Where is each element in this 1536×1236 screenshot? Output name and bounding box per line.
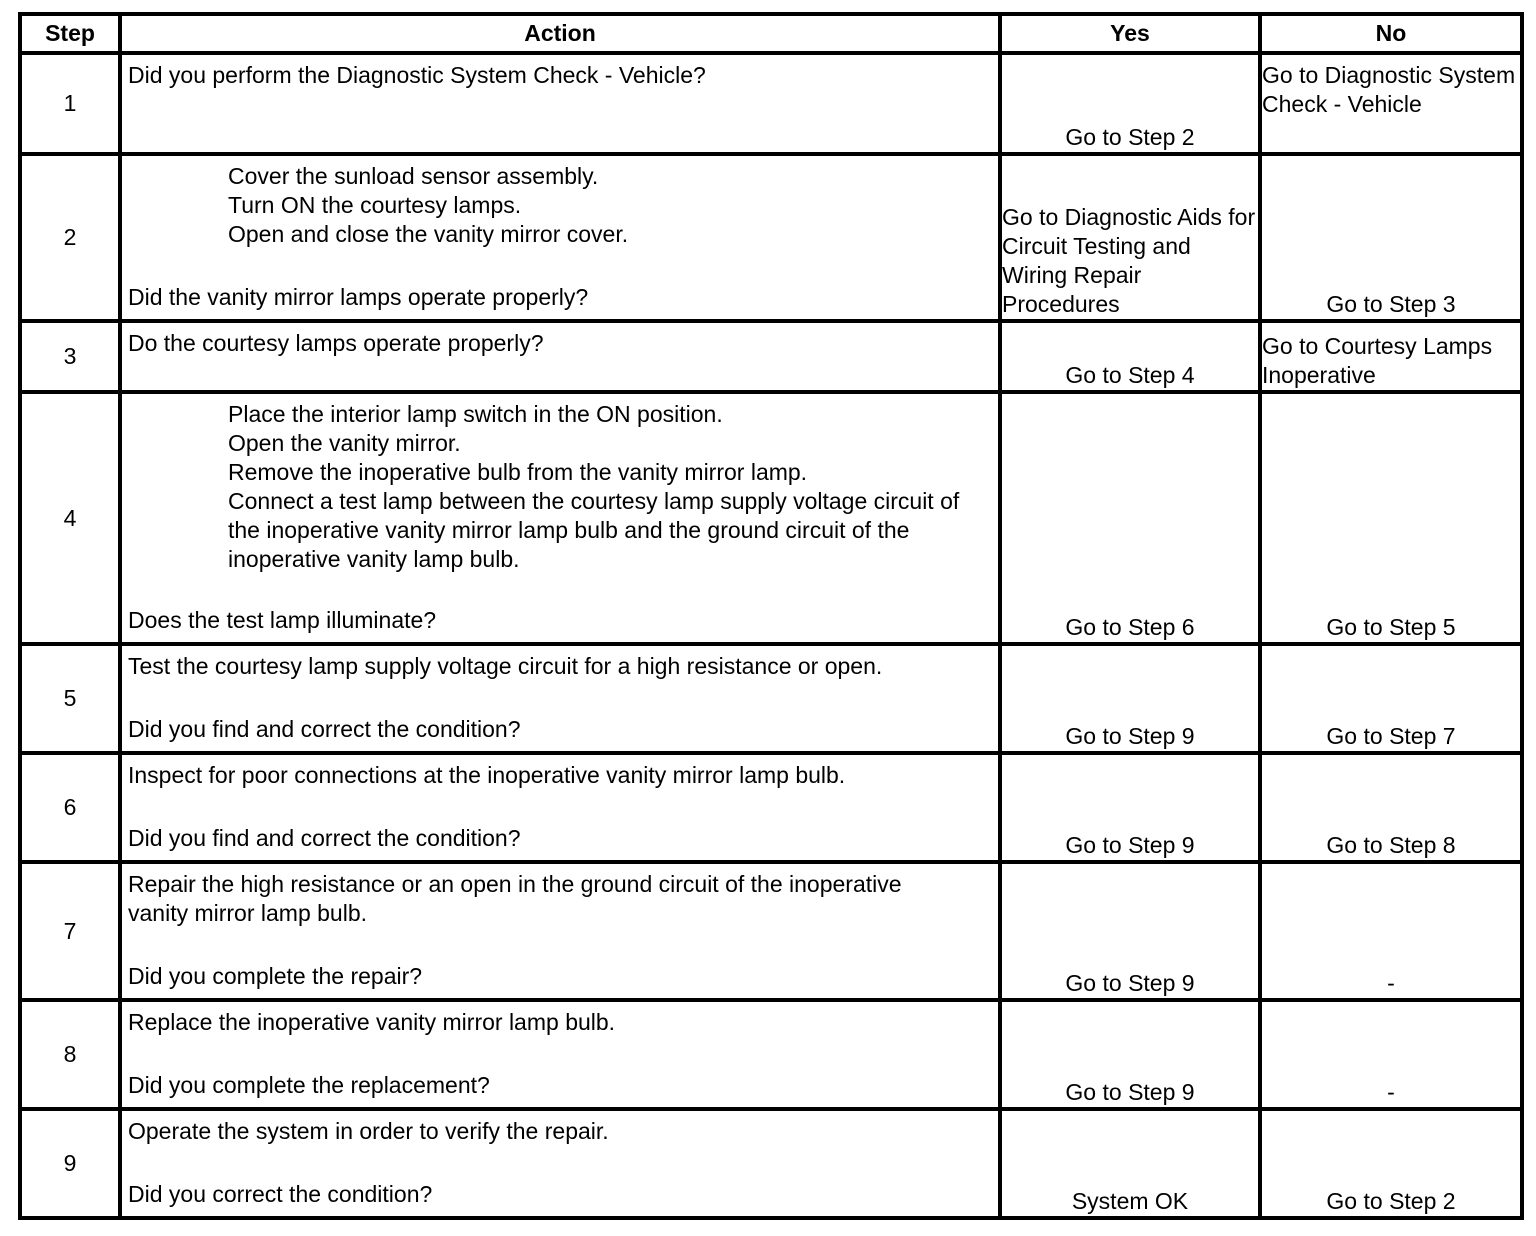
yes-cell: Go to Step 9 xyxy=(1000,1000,1260,1109)
header-action: Action xyxy=(120,14,1000,53)
table-row xyxy=(20,321,1522,392)
step-number: 5 xyxy=(20,644,120,753)
diagnostic-table xyxy=(18,12,1524,1220)
yes-cell: Go to Step 9 xyxy=(1000,644,1260,753)
action-cell xyxy=(120,753,1000,862)
action-cell xyxy=(120,154,1000,321)
table-row xyxy=(20,644,1522,753)
action-question: Did you find and correct the condition? xyxy=(128,716,521,742)
action-question: Did you complete the repair? xyxy=(128,963,423,989)
header-yes: Yes xyxy=(1000,14,1260,53)
action-question: Did you correct the condition? xyxy=(128,1181,433,1207)
no-cell: - xyxy=(1260,862,1522,1000)
action-question: Does the test lamp illuminate? xyxy=(128,607,437,633)
step-number: 7 xyxy=(20,862,120,1000)
table-row xyxy=(20,862,1522,1000)
action-step: Turn ON the courtesy lamps. xyxy=(228,192,522,218)
yes-cell: Go to Step 2 xyxy=(1000,53,1260,154)
no-cell: Go to Courtesy Lamps Inoperative xyxy=(1260,321,1522,392)
step-number: 2 xyxy=(20,154,120,321)
action-step: Remove the inoperative bulb from the vanity mirror lamp. xyxy=(228,459,808,485)
step-number: 6 xyxy=(20,753,120,862)
no-cell: Go to Step 8 xyxy=(1260,753,1522,862)
header-step: Step xyxy=(20,14,120,53)
step-number: 8 xyxy=(20,1000,120,1109)
yes-cell: Go to Step 9 xyxy=(1000,862,1260,1000)
action-text: Test the courtesy lamp supply voltage circuit for a high resistance or open. xyxy=(128,653,883,679)
action-text: Operate the system in order to verify the repair. xyxy=(128,1118,609,1144)
yes-cell: Go to Step 6 xyxy=(1000,392,1260,644)
yes-cell: Go to Step 4 xyxy=(1000,321,1260,392)
action-steps xyxy=(128,162,998,249)
action-text: Inspect for poor connections at the inoperative vanity mirror lamp bulb. xyxy=(128,762,846,788)
table-row xyxy=(20,154,1522,321)
yes-cell: Go to Step 9 xyxy=(1000,753,1260,862)
no-cell: Go to Step 7 xyxy=(1260,644,1522,753)
no-cell: - xyxy=(1260,1000,1522,1109)
action-step: Open and close the vanity mirror cover. xyxy=(228,221,629,247)
table-row xyxy=(20,1000,1522,1109)
step-number: 3 xyxy=(20,321,120,392)
table-row xyxy=(20,392,1522,644)
action-cell xyxy=(120,321,1000,392)
step-number: 1 xyxy=(20,53,120,154)
header-row xyxy=(20,14,1522,53)
action-cell xyxy=(120,392,1000,644)
header-no: No xyxy=(1260,14,1522,53)
table-row xyxy=(20,753,1522,862)
action-steps xyxy=(128,400,998,574)
action-question: Do the courtesy lamps operate properly? xyxy=(128,330,544,356)
action-cell xyxy=(120,644,1000,753)
no-cell: Go to Step 2 xyxy=(1260,1109,1522,1218)
no-cell: Go to Step 5 xyxy=(1260,392,1522,644)
action-cell xyxy=(120,1109,1000,1218)
action-question: Did you perform the Diagnostic System Check - Vehicle? xyxy=(128,62,706,88)
action-question: Did the vanity mirror lamps operate properly? xyxy=(128,284,589,310)
table-row xyxy=(20,53,1522,154)
action-cell xyxy=(120,862,1000,1000)
no-cell: Go to Step 3 xyxy=(1260,154,1522,321)
action-step: Cover the sunload sensor assembly. xyxy=(228,163,599,189)
step-number: 4 xyxy=(20,392,120,644)
action-step: Connect a test lamp between the courtesy lamp supply voltage circuit of the inoperative vanity mirror lamp bulb and the ground circuit of the inoperative vanity lamp bulb. xyxy=(228,488,960,572)
action-question: Did you find and correct the condition? xyxy=(128,825,521,851)
action-question: Did you complete the replacement? xyxy=(128,1072,490,1098)
yes-cell: Go to Diagnostic Aids for Circuit Testing and Wiring Repair Procedures xyxy=(1000,154,1260,321)
action-cell xyxy=(120,1000,1000,1109)
no-cell: Go to Diagnostic System Check - Vehicle xyxy=(1260,53,1522,154)
yes-cell: System OK xyxy=(1000,1109,1260,1218)
step-number: 9 xyxy=(20,1109,120,1218)
action-text: Replace the inoperative vanity mirror lamp bulb. xyxy=(128,1009,616,1035)
action-cell xyxy=(120,53,1000,154)
action-text: Repair the high resistance or an open in the ground circuit of the inoperative vanity mirror lamp bulb. xyxy=(128,871,902,926)
table-row xyxy=(20,1109,1522,1218)
action-step: Place the interior lamp switch in the ON position. xyxy=(228,401,723,427)
action-step: Open the vanity mirror. xyxy=(228,430,461,456)
